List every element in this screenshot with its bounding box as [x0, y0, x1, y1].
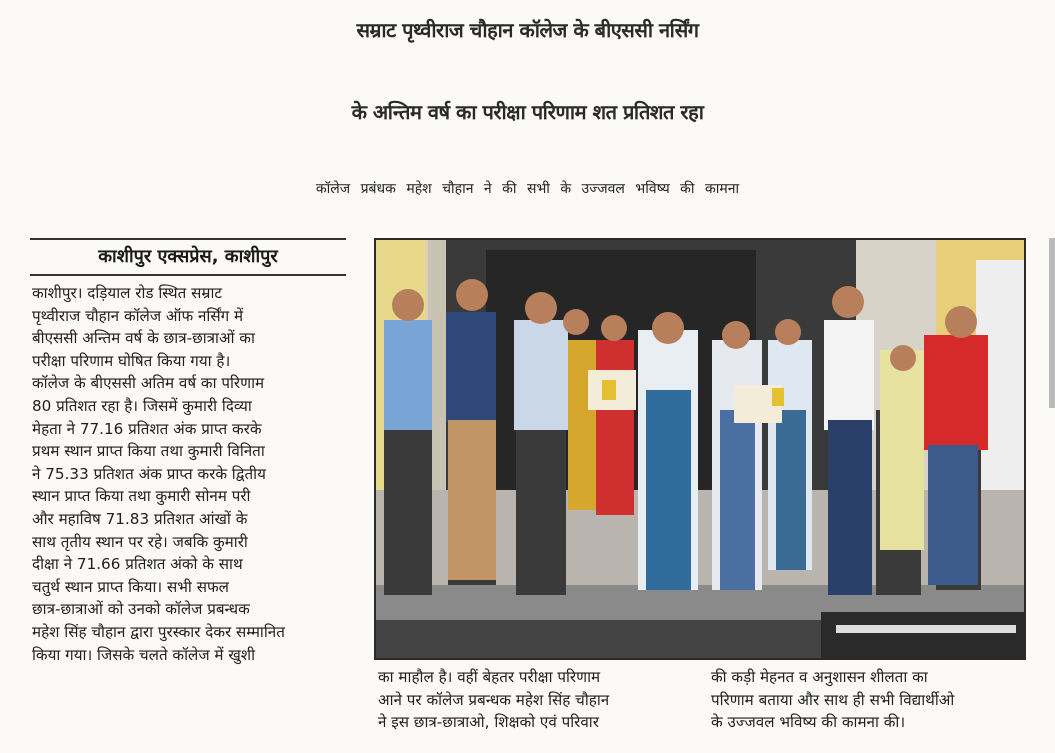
article-line: छात्र-छात्राओं को उनको कॉलेज प्रबन्धक: [32, 600, 250, 619]
article-line: और महाविष 71.83 प्रतिशत आंखों के: [32, 509, 248, 528]
article-line: के उज्जवल भविष्य की कामना की।: [711, 713, 906, 732]
article-line: की कड़ी मेहनत व अनुशासन शीलता का: [711, 668, 928, 686]
article-line: ने 75.33 प्रतिशत अंक प्राप्त करके द्वितीय: [32, 464, 266, 483]
headline-line-2: के अन्तिम वर्ष का परीक्षा परिणाम शत प्रतिशत रहा: [351, 100, 704, 124]
article-line: का माहौल है। वहीं बेहतर परीक्षा परिणाम: [378, 668, 601, 686]
group-photo: [374, 238, 1026, 660]
article-line: किया गया। जिसके चलते कॉलेज में खुशी: [32, 645, 256, 664]
article-line: कॉलेज के बीएससी अतिम वर्ष का परिणाम: [32, 374, 265, 393]
article-line: बीएससी अन्तिम वर्ष के छात्र-छात्राओं का: [32, 329, 255, 348]
article-line: मेहता ने 77.16 प्रतिशत अंक प्राप्त करके: [32, 419, 262, 438]
article-column-2: [378, 666, 698, 734]
article-line: आने पर कॉलेज प्रबन्धक महेश सिंह चौहान: [378, 690, 610, 709]
article-line: दीक्षा ने 71.66 प्रतिशत अंको के साथ: [32, 555, 243, 574]
headline-line-1: सम्राट पृथ्वीराज चौहान कॉलेज के बीएससी नर्सिंग: [356, 18, 699, 42]
article-line: महेश सिंह चौहान द्वारा पुरस्कार देकर सम्मानित: [32, 622, 285, 641]
article-line: चतुर्थ स्थान प्राप्त किया। सभी सफल: [32, 577, 229, 596]
article-line: पृथ्वीराज चौहान कॉलेज ऑफ नर्सिंग में: [32, 306, 244, 325]
article-column-3: [711, 666, 1031, 734]
dateline: काशीपुर एक्सप्रेस, काशीपुर: [98, 246, 278, 267]
article-line: स्थान प्राप्त किया तथा कुमारी सोनम परी: [32, 487, 251, 506]
dateline-rule-bottom: [30, 274, 346, 276]
dateline-rule-top: [30, 238, 346, 240]
article-line: परिणाम बताया और साथ ही सभी विद्यार्थीओ: [711, 690, 955, 709]
group-photo-illustration: [376, 240, 1024, 658]
article-line: साथ तृतीय स्थान पर रहे। जबकि कुमारी: [32, 532, 248, 551]
article-column-1: [32, 282, 350, 666]
article-line: परीक्षा परिणाम घोषित किया गया है।: [32, 351, 231, 370]
article-line: प्रथम स्थान प्राप्त किया तथा कुमारी विनिता: [32, 442, 265, 461]
subheadline: कॉलेज प्रबंधक महेश चौहान ने की सभी के उज्जवल भविष्य की कामना: [315, 181, 740, 197]
article-line: काशीपुर। दड़ियाल रोड स्थित सम्राट: [32, 284, 223, 302]
article-line: 80 प्रतिशत रहा है। जिसमें कुमारी दिव्या: [32, 396, 252, 415]
edge-scrollbar[interactable]: [1049, 238, 1055, 408]
article-line: ने इस छात्र-छात्राओ, शिक्षको एवं परिवार: [378, 713, 599, 732]
